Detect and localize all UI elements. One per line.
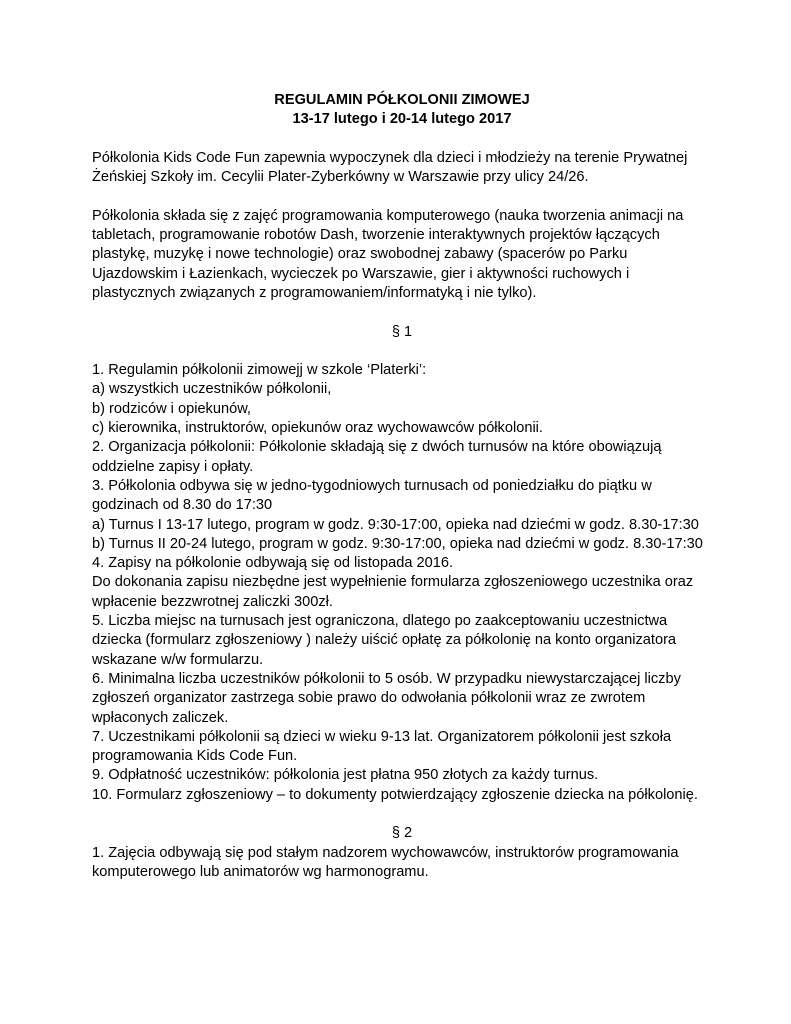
- spacer: [92, 130, 712, 149]
- section-2-heading: § 2: [391, 825, 413, 842]
- section-1-line: 7. Uczestnikami półkolonii są dzieci w wieku 9-13 lat. Organizatorem półkolonii jest szkoła: [92, 728, 672, 745]
- intro-line: plastykę, muzykę i nowe technologie) oraz swobodnej zabawy (spacerów po Parku: [92, 246, 628, 263]
- section-1-line: 3. Półkolonia odbywa się w jedno-tygodniowych turnusach od poniedziałku do piątku w: [92, 477, 652, 494]
- document-page: [92, 91, 712, 882]
- section-1-line: 4. Zapisy na półkolonie odbywają się od listopada 2016.: [92, 555, 454, 572]
- section-1-line: zgłoszeń organizator zastrzega sobie prawo do odwołania półkolonii wraz ze zwrotem: [92, 690, 646, 707]
- section-1-line: programowania Kids Code Fun.: [92, 748, 298, 765]
- section-1-body: [92, 361, 712, 805]
- section-2-line: komputerowego lub animatorów wg harmonogramu.: [92, 863, 429, 880]
- intro-paragraph-1: [92, 149, 712, 188]
- section-1-heading: § 1: [391, 323, 413, 340]
- section-1-line: godzinach od 8.30 do 17:30: [92, 497, 273, 514]
- section-1-line: 2. Organizacja półkolonii: Półkolonie składają się z dwóch turnusów na które obowiązują: [92, 439, 662, 456]
- intro-line: Półkolonia składa się z zajęć programowania komputerowego (nauka tworzenia animacji na: [92, 207, 684, 224]
- section-1-line: b) Turnus II 20-24 lutego, program w godz. 9:30-17:00, opieka nad dziećmi w godz. 8.30-17:30: [92, 535, 703, 552]
- section-1-line: Do dokonania zapisu niezbędne jest wypełnienie formularza zgłoszeniowego uczestnika oraz: [92, 574, 694, 591]
- spacer: [92, 342, 712, 361]
- section-1-line: 10. Formularz zgłoszeniowy – to dokumenty potwierdzający zgłoszenie dziecka na półkolonię.: [92, 786, 698, 803]
- section-1-line: a) wszystkich uczestników półkolonii,: [92, 381, 332, 398]
- intro-line: plastycznych związanych z programowaniem/informatyką i nie tylko).: [92, 284, 537, 301]
- section-2-line: 1. Zajęcia odbywają się pod stałym nadzorem wychowawców, instruktorów programowania: [92, 844, 679, 861]
- section-1-line: 6. Minimalna liczba uczestników półkolonii to 5 osób. W przypadku niewystarczającej liczby: [92, 670, 681, 687]
- intro-line: Ujazdowskim i Łazienkach, wycieczek po Warszawie, gier i aktywności ruchowych i: [92, 265, 630, 282]
- section-1-line: 9. Odpłatność uczestników: półkolonia jest płatna 950 złotych za każdy turnus.: [92, 767, 599, 784]
- document-subtitle: 13-17 lutego i 20-14 lutego 2017: [292, 111, 512, 128]
- intro-line: Półkolonia Kids Code Fun zapewnia wypoczynek dla dzieci i młodzieży na terenie Prywatnej: [92, 149, 688, 166]
- section-1-line: c) kierownika, instruktorów, opiekunów oraz wychowawców półkolonii.: [92, 420, 543, 437]
- section-1-line: 1. Regulamin półkolonii zimowejj w szkole ‘Platerki’:: [92, 362, 427, 379]
- spacer: [92, 805, 712, 824]
- section-2-body: [92, 844, 712, 883]
- document-title: REGULAMIN PÓŁKOLONII ZIMOWEJ: [274, 92, 530, 108]
- spacer: [92, 303, 712, 322]
- section-1-line: a) Turnus I 13-17 lutego, program w godz. 9:30-17:00, opieka nad dziećmi w godz. 8.30-17:30: [92, 516, 699, 533]
- intro-line: tabletach, programowanie robotów Dash, tworzenie interaktywnych projektów łączących: [92, 227, 660, 244]
- intro-line: Żeńskiej Szkoły im. Cecylii Plater-Zyberkówny w Warszawie przy ulicy 24/26.: [92, 169, 589, 186]
- intro-paragraph-2: [92, 207, 712, 303]
- section-1-line: oddzielne zapisy i opłaty.: [92, 458, 254, 475]
- section-1-line: 5. Liczba miejsc na turnusach jest ograniczona, dlatego po zaakceptowaniu uczestnictwa: [92, 613, 668, 630]
- section-1-line: wpłacenie bezzwrotnej zaliczki 300zł.: [92, 593, 333, 610]
- section-1-line: dziecka (formularz zgłoszeniowy ) należy uiścić opłatę za półkolonię na konto organizatora: [92, 632, 677, 649]
- section-1-line: wpłaconych zaliczek.: [92, 709, 229, 726]
- spacer: [92, 187, 712, 206]
- section-1-line: b) rodziców i opiekunów,: [92, 400, 251, 417]
- section-1-line: wskazane w/w formularzu.: [92, 651, 264, 668]
